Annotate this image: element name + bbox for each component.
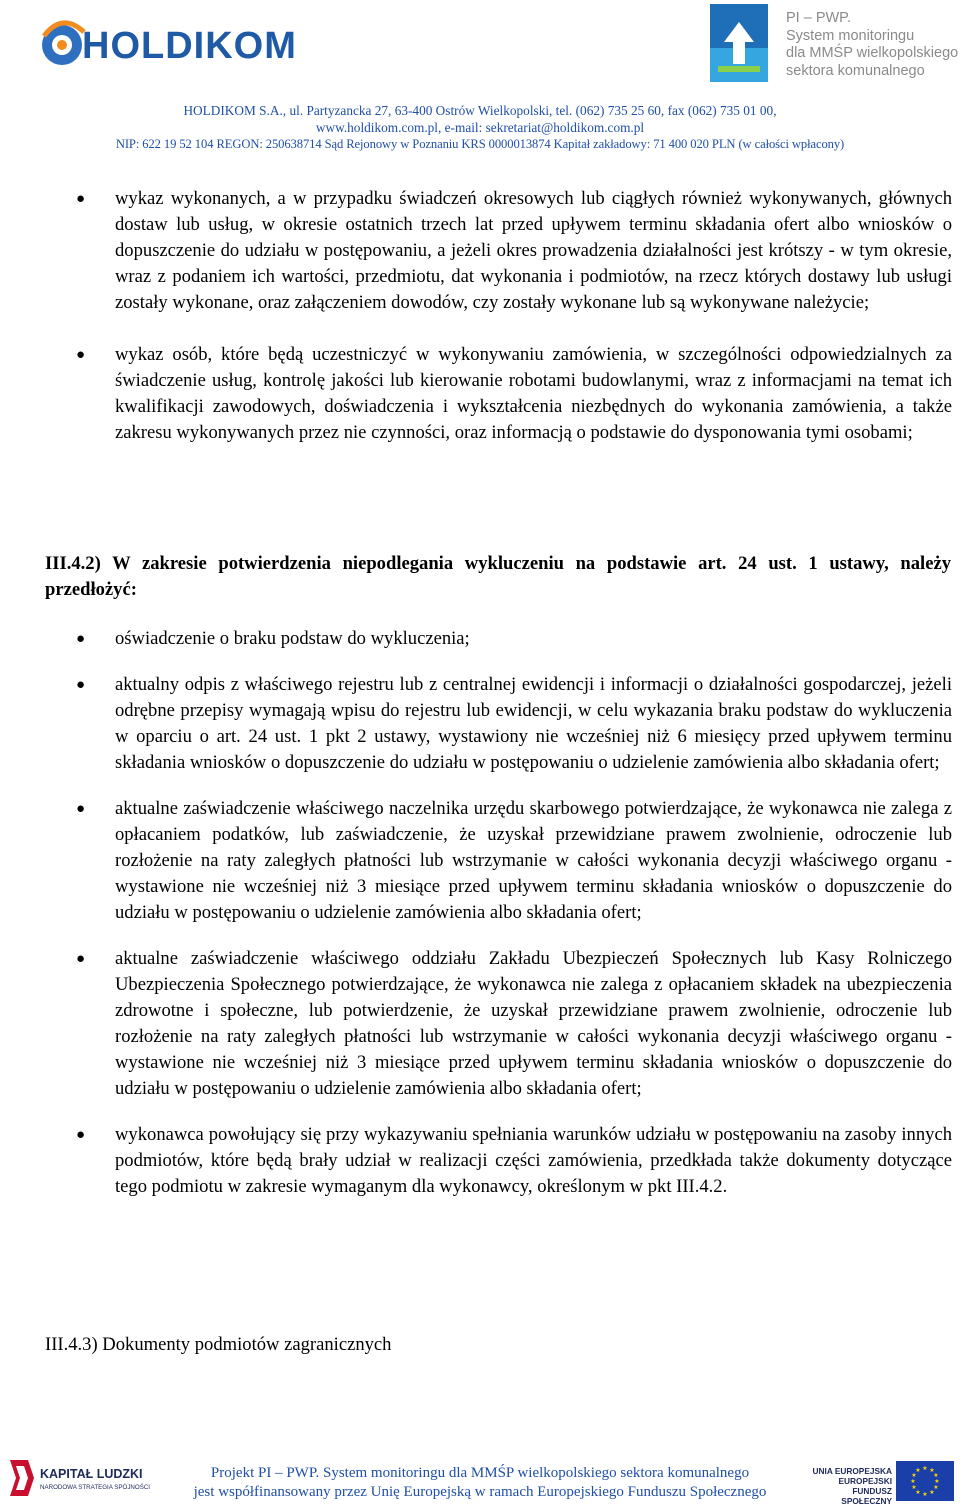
svg-text:★: ★ — [922, 1491, 928, 1498]
footer-line: Projekt PI – PWP. System monitoringu dla MMŚP wielkopolskiego sektora komunalnego — [210, 1465, 750, 1481]
kapital-ludzki-logo-icon — [8, 1458, 168, 1500]
ue-line: UNIA EUROPEJSKA — [812, 1466, 892, 1476]
list-item-text: aktualny odpis z właściwego rejestru lub z centralnej ewidencji i informacji o działalności gospodarczej, jeżeli odrębne przepisy wymagają wpisu do rejestru lub ewidencji, w celu wykazania braku podstaw do wykluczenia w oparciu o art. 24 ust. 1 pkt 2 ustawy, wystawiony nie wcześniej niż 6 miesięcy przed upływem terminu składania wniosków o dopuszczenie do udziału w postępowaniu o udzielenie zamówienia albo składania ofert; — [115, 674, 952, 773]
eu-flag-icon — [896, 1461, 954, 1501]
pi-pwp-title — [786, 10, 958, 80]
list-item-text: wykonawca powołujący się przy wykazywaniu spełniania warunków udziału w postępowaniu na zasoby innych podmiotów, które będą brały udział w realizacji części zamówienia, przedkłada także dokumenty dotyczące tego podmiotu w zakresie wymaganym dla wykonawcy, określonym w pkt III.4.2. — [115, 1124, 952, 1197]
svg-text:★: ★ — [933, 1484, 939, 1491]
list-item-text: aktualne zaświadczenie właściwego oddziału Zakładu Ubezpieczeń Społecznych lub Kasy Rolniczego Ubezpieczenia Społecznego potwierdzające, że wykonawca nie zalega z opłacaniem składek na ubezpieczenia zdrowotne i społeczne, lub potwierdzenie, że uzyskał przewidziane prawem zwolnienie, odroczenie lub rozłożenie na raty zaległych płatności lub wstrzymanie w całości wykonania decyzji właściwego organu - wystawione nie wcześniej niż 3 miesiące przed upływem terminu składania wniosków o dopuszczenie do udziału w postępowaniu o udzielenie zamówienia albo składania ofert; — [115, 948, 952, 1099]
svg-text:★: ★ — [934, 1478, 940, 1485]
section-heading-343: III.4.3) Dokumenty podmiotów zagranicznych — [45, 1334, 392, 1355]
bullet-icon: ● — [76, 191, 86, 207]
company-web-email: www.holdikom.com.pl, e-mail: sekretariat@holdikom.com.pl — [315, 120, 645, 135]
requirements-list-1 — [0, 186, 960, 446]
pi-line: dla MMŚP wielkopolskiego — [786, 45, 959, 61]
bullet-icon: ● — [76, 631, 86, 647]
ue-line: FUNDUSZ SPOŁECZNY — [841, 1486, 892, 1506]
bullet-icon: ● — [76, 677, 86, 693]
list-item — [0, 186, 960, 316]
pi-line: sektora komunalnego — [786, 62, 925, 79]
list-item — [0, 626, 960, 652]
svg-text:★: ★ — [929, 1467, 935, 1474]
kl-subtitle: NARODOWA STRATEGIA SPÓJNOŚCI — [40, 1484, 151, 1491]
svg-text:★: ★ — [910, 1478, 916, 1485]
list-item — [0, 672, 960, 776]
svg-text:★: ★ — [922, 1465, 928, 1472]
list-item-text: aktualne zaświadczenie właściwego naczelnika urzędu skarbowego potwierdzające, że wykonawca nie zalega z opłacaniem podatków, lub zaświadczenie, że uzyskał przewidziane prawem zwolnienie, odroczenie lub rozłożenie na raty zaległych płatności lub wstrzymanie w całości wykonania decyzji właściwego organu - wystawione nie wcześniej niż 3 miesiące przed upływem terminu składania wniosków o dopuszczenie do udziału w postępowaniu o udzielenie zamówienia albo składania ofert; — [115, 798, 952, 923]
company-address: HOLDIKOM S.A., ul. Partyzancka 27, 63-400 Ostrów Wielkopolski, tel. (062) 735 25 60, fax (062) 735 01 00, — [183, 103, 777, 118]
holdikom-logo-text: HOLDIKOM — [82, 25, 297, 67]
svg-text:★: ★ — [911, 1472, 917, 1479]
footer-line: jest współfinansowany przez Unię Europejską w ramach Europejskiego Funduszu Społecznego — [193, 1484, 767, 1500]
svg-text:★: ★ — [915, 1489, 921, 1496]
svg-text:★: ★ — [915, 1467, 921, 1474]
svg-text:★: ★ — [929, 1489, 935, 1496]
bullet-icon: ● — [76, 347, 86, 363]
bullet-icon: ● — [76, 1127, 86, 1143]
bullet-icon: ● — [76, 801, 86, 817]
list-item-text: oświadczenie o braku podstaw do wykluczenia; — [115, 628, 470, 649]
list-item — [0, 796, 960, 926]
section-heading-342: III.4.2) W zakresie potwierdzenia niepodlegania wykluczeniu na podstawie art. 24 ust. 1 ustawy, należy przedłożyć: — [45, 553, 951, 600]
bullet-icon: ● — [76, 951, 86, 967]
ue-label — [808, 1466, 892, 1506]
list-item-text: wykaz osób, które będą uczestniczyć w wykonywaniu zamówienia, w szczególności odpowiedzialnych za świadczenie usług, kontrolę jakości lub kierowanie robotami budowlanymi, wraz z informacjami na temat ich kwalifikacji zawodowych, doświadczenia i wykształcenia niezbędnych do wykonania zamówienia, a także zakresu wykonywanych przez nie czynności, oraz informacją o podstawie do dysponowania tymi osobami; — [115, 344, 952, 443]
company-registration: NIP: 622 19 52 104 REGON: 250638714 Sąd Rejonowy w Poznaniu KRS 0000013874 Kapitał zakładowy: 71 400 020 PLN (w całości wpłacony) — [115, 137, 845, 151]
footer-project-note — [170, 1464, 790, 1502]
list-item — [0, 1122, 960, 1200]
ue-line: EUROPEJSKI — [838, 1476, 892, 1486]
list-item — [0, 342, 960, 446]
svg-text:★: ★ — [911, 1484, 917, 1491]
list-item-text: wykaz wykonanych, a w przypadku świadczeń okresowych lub ciągłych również wykonywanych, głównych dostaw lub usług, w okresie ostatnich trzech lat przed upływem terminu składania ofert albo wniosków o dopuszczenie do udziału w postępowaniu, a jeżeli okres prowadzenia działalności jest krótszy - w tym okresie, wraz z podaniem ich wartości, przedmiotu, dat wykonania i podmiotów, na rzecz których dostawy lub usługi zostały wykonane, oraz załączeniem dowodów, czy zostały wykonane lub są wykonywane należycie; — [115, 188, 952, 313]
requirements-list-2 — [0, 626, 960, 1200]
company-info — [0, 102, 960, 153]
pi-line: PI – PWP. — [786, 10, 852, 26]
kl-title: KAPITAŁ LUDZKI — [40, 1467, 143, 1481]
pi-line: System monitoringu — [786, 27, 915, 44]
svg-text:★: ★ — [933, 1472, 939, 1479]
pi-pwp-logo-icon — [706, 4, 778, 84]
list-item — [0, 946, 960, 1102]
